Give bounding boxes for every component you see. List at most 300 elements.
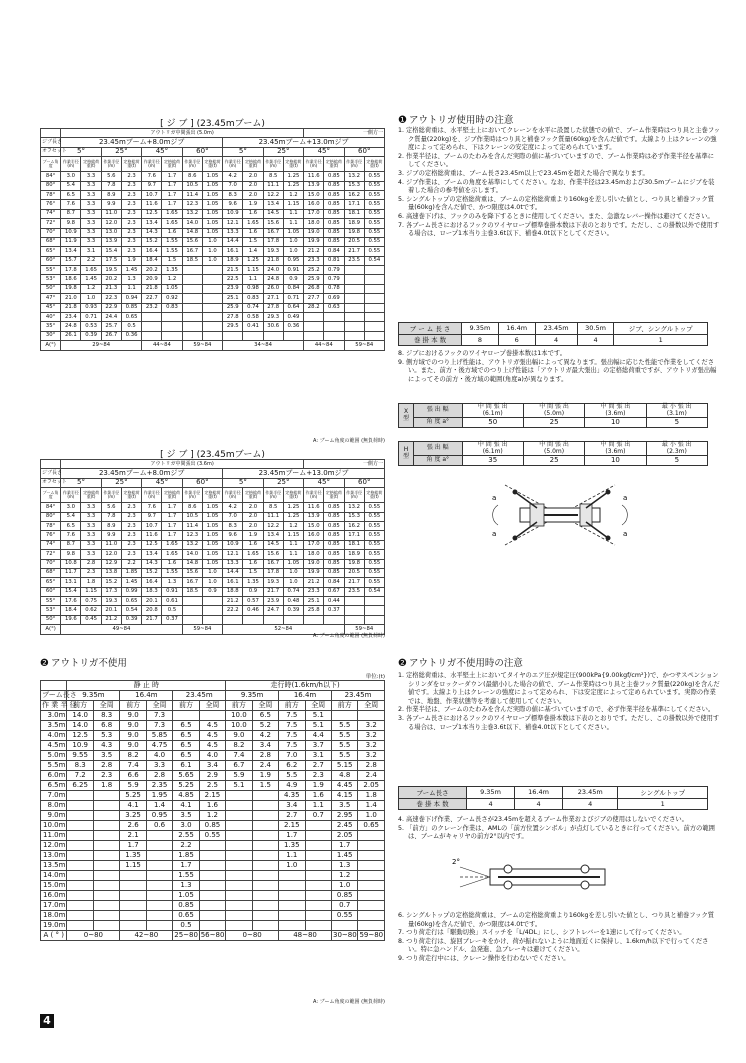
value-cell: 1.05 <box>202 181 222 190</box>
value-cell: 6.5 <box>173 721 199 731</box>
angle-range-cell: 44~84 <box>304 341 344 350</box>
value-cell: 0.9 <box>283 275 303 284</box>
value-cell <box>67 871 93 881</box>
value-cell <box>358 921 385 931</box>
static-header: 静 止 時 <box>67 681 226 691</box>
value-cell <box>252 801 278 811</box>
value-cell: 24.4 <box>101 313 121 322</box>
value-cell: 4.9 <box>279 781 305 791</box>
radius-header: 作業半径(m) <box>142 157 162 172</box>
value-cell: 15.0 <box>304 521 324 530</box>
value-cell: 2.0 <box>243 503 263 512</box>
value-cell: 7.5 <box>279 721 305 731</box>
value-cell: 1.2 <box>331 871 357 881</box>
value-cell: 20.5 <box>344 237 364 246</box>
value-cell: 2.3 <box>93 771 119 781</box>
value-cell: 15.0 <box>304 190 324 199</box>
value-cell: 16.7 <box>182 247 202 256</box>
value-cell: 16.2 <box>344 521 364 530</box>
value-cell: 7.8 <box>101 181 121 190</box>
value-cell: 1.05 <box>202 172 222 181</box>
value-cell: 2.7 <box>279 811 305 821</box>
value-cell: 8.9 <box>101 190 121 199</box>
value-cell: 3.0 <box>61 503 81 512</box>
data-row <box>41 911 385 921</box>
spread-cell <box>462 404 523 418</box>
value-cell: 15.4 <box>101 247 121 256</box>
angle-label: 角 度 a° <box>414 456 463 466</box>
value-cell: 10.5 <box>182 181 202 190</box>
value-cell: 19.8 <box>344 228 364 237</box>
radius-cell: 3.0m <box>41 711 67 721</box>
value-cell: 12.0 <box>101 219 121 228</box>
spread-cell <box>646 404 707 418</box>
rope-count-table-1 <box>398 322 708 346</box>
value-cell: 12.5 <box>142 209 162 218</box>
value-cell: 23.9 <box>223 284 243 293</box>
value-cell: 15.7 <box>61 256 81 265</box>
value-cell: 7.3 <box>146 711 172 721</box>
value-cell: 14.5 <box>263 209 283 218</box>
rope-count-cell: 8 <box>462 334 499 346</box>
boom-angle-cell: 68° <box>41 568 61 577</box>
value-cell: 2.05 <box>358 781 385 791</box>
data-row <box>41 901 385 911</box>
jib-length-row <box>41 469 385 478</box>
load-header: 定格総荷重(t) <box>364 488 384 503</box>
value-cell: 1.2 <box>283 190 303 199</box>
value-cell <box>182 275 202 284</box>
value-cell: 2.3 <box>121 247 141 256</box>
header-row <box>41 129 385 138</box>
value-cell: 3.3 <box>81 521 101 530</box>
rope-length-cell: ジブ、シングルトップ <box>614 323 708 335</box>
value-cell: 22.5 <box>223 275 243 284</box>
value-cell <box>364 266 384 275</box>
value-cell <box>67 811 93 821</box>
jib-table-2 <box>40 459 385 635</box>
value-cell: 10.0 <box>226 711 252 721</box>
value-cell <box>364 294 384 303</box>
value-cell: 0.81 <box>324 256 344 265</box>
data-row <box>41 606 385 615</box>
value-cell: 1.0 <box>283 237 303 246</box>
value-cell: 17.8 <box>263 568 283 577</box>
value-cell: 25.1 <box>304 597 324 606</box>
value-cell: 2.2 <box>121 559 141 568</box>
load-header: 定格総荷重(t) <box>324 157 344 172</box>
value-cell: 7.5 <box>279 741 305 751</box>
spread-name: 中 間 張 出 <box>600 403 631 410</box>
value-cell: 14.0 <box>67 711 93 721</box>
value-cell: 2.45 <box>331 821 357 831</box>
angle-range-row <box>41 341 385 350</box>
value-cell: 3.0 <box>61 172 81 181</box>
value-cell: 15.2 <box>142 568 162 577</box>
value-cell <box>305 861 331 871</box>
value-cell: 6.5 <box>252 711 278 721</box>
value-cell: 7.4 <box>226 751 252 761</box>
value-cell: 1.0 <box>358 811 385 821</box>
page-number: 4 <box>40 1014 54 1028</box>
outrigger-x-type-table <box>398 403 708 428</box>
value-cell: 0.85 <box>199 821 225 831</box>
value-cell: 0.54 <box>364 256 384 265</box>
value-cell: 21.8 <box>61 303 81 312</box>
value-cell: 0.55 <box>364 247 384 256</box>
value-cell: 15.2 <box>101 578 121 587</box>
value-cell: 11.6 <box>142 200 162 209</box>
value-cell: 4.2 <box>223 503 243 512</box>
angle-range-cell: 44~84 <box>142 341 182 350</box>
value-cell: 16.4 <box>142 578 162 587</box>
value-cell: 7.0 <box>279 751 305 761</box>
value-cell: 6.7 <box>226 761 252 771</box>
value-cell: 5.2 <box>252 721 278 731</box>
value-cell: 5.5 <box>331 751 357 761</box>
value-cell: 0.53 <box>81 322 101 331</box>
value-cell: 3.2 <box>358 721 385 731</box>
value-cell: 1.35 <box>279 841 305 851</box>
value-cell: 5.85 <box>146 731 172 741</box>
value-cell <box>364 606 384 615</box>
value-cell: 3.3 <box>81 237 101 246</box>
value-cell: 1.65 <box>162 550 182 559</box>
value-cell: 0.45 <box>81 615 101 624</box>
value-cell: 1.1 <box>243 275 263 284</box>
value-cell: 0.78 <box>324 284 344 293</box>
value-cell <box>324 331 344 340</box>
value-cell: 1.25 <box>283 512 303 521</box>
value-cell: 0.71 <box>81 313 101 322</box>
value-cell: 0.63 <box>324 303 344 312</box>
value-cell: 20.9 <box>142 275 162 284</box>
angle-range-cell: 59~84 <box>182 341 222 350</box>
value-cell: 1.5 <box>243 568 263 577</box>
value-cell: 0.55 <box>364 200 384 209</box>
value-cell: 9.7 <box>142 181 162 190</box>
angle-range-label: A(°) <box>41 341 61 350</box>
value-cell <box>142 322 162 331</box>
value-cell: 8.2 <box>120 751 146 761</box>
value-cell: 1.1 <box>283 209 303 218</box>
value-cell: 2.8 <box>93 761 119 771</box>
value-cell: 5.1 <box>305 711 331 721</box>
boom-angle-cell: 74° <box>41 540 61 549</box>
value-cell <box>162 313 182 322</box>
value-cell: 0.65 <box>173 911 199 921</box>
value-cell: 3.3 <box>81 228 101 237</box>
value-cell: 21.2 <box>223 597 243 606</box>
value-cell <box>252 841 278 851</box>
value-cell <box>226 861 252 871</box>
value-cell: 4.5 <box>199 741 225 751</box>
value-cell <box>364 303 384 312</box>
boom-length-cell: 9.35m <box>226 691 279 701</box>
value-cell <box>199 921 225 931</box>
value-cell: 1.3 <box>173 881 199 891</box>
radius-cell: 3.5m <box>41 721 67 731</box>
value-cell <box>93 811 119 821</box>
value-cell: 15.6 <box>182 568 202 577</box>
offset-cell: 60° <box>182 147 222 156</box>
value-cell <box>182 294 202 303</box>
value-cell: 27.1 <box>263 294 283 303</box>
rope-count-row <box>399 798 708 810</box>
value-cell: 3.5 <box>331 801 357 811</box>
value-cell: 0.85 <box>324 512 344 521</box>
value-cell: 19.6 <box>61 615 81 624</box>
value-cell: 16.4 <box>142 247 162 256</box>
value-cell: 9.9 <box>101 531 121 540</box>
value-cell: 0.46 <box>243 606 263 615</box>
value-cell: 27.8 <box>223 313 243 322</box>
value-cell: 1.45 <box>121 578 141 587</box>
boom-angle-cell: 50° <box>41 284 61 293</box>
value-cell: 1.7 <box>331 841 357 851</box>
value-cell: 12.1 <box>223 219 243 228</box>
value-cell: 1.15 <box>243 266 263 275</box>
value-cell: 15.2 <box>142 237 162 246</box>
value-cell: 0.62 <box>81 606 101 615</box>
radius-header: 作業半径(m) <box>101 157 121 172</box>
offset-cell: 5° <box>223 478 263 487</box>
value-cell: 1.65 <box>243 219 263 228</box>
rope-count-cell: 1 <box>614 334 708 346</box>
value-cell: 0.64 <box>283 303 303 312</box>
value-cell: 3.2 <box>358 731 385 741</box>
value-cell: 25.7 <box>101 322 121 331</box>
value-cell <box>67 901 93 911</box>
value-cell: 9.7 <box>142 512 162 521</box>
value-cell: 9.6 <box>223 200 243 209</box>
value-cell: 2.3 <box>121 181 141 190</box>
angle-a-label-right-top: a <box>623 494 628 502</box>
rope-length-label: ブ ー ム 長 さ <box>399 323 462 335</box>
value-cell: 3.3 <box>81 503 101 512</box>
value-cell: 1.05 <box>202 209 222 218</box>
value-cell <box>182 313 202 322</box>
value-cell: 5.1 <box>226 781 252 791</box>
side-header: 一側方一 <box>304 460 385 469</box>
value-cell: 4.1 <box>173 801 199 811</box>
value-cell: 1.7 <box>162 503 182 512</box>
value-cell: 0.85 <box>324 172 344 181</box>
value-cell: 0.7 <box>305 811 331 821</box>
angle-cell: 25 <box>523 456 584 466</box>
note-item: 2. 作業半径は、ブームのたわみを含んだ実際の値に基づいていますので、ブーム作業時は必ず作業半径を基準にしてください。 <box>398 152 715 169</box>
value-cell: 13.9 <box>304 181 324 190</box>
value-cell: 12.3 <box>182 531 202 540</box>
value-cell <box>279 881 305 891</box>
offset-cell: 60° <box>344 147 384 156</box>
value-cell: 2.05 <box>331 831 357 841</box>
value-cell: 7.5 <box>279 711 305 721</box>
value-cell: 2.9 <box>199 771 225 781</box>
value-cell <box>344 294 364 303</box>
data-row <box>41 841 385 851</box>
value-cell <box>358 871 385 881</box>
value-cell: 1.65 <box>243 550 263 559</box>
value-cell <box>67 861 93 871</box>
data-row <box>41 587 385 596</box>
value-cell <box>344 284 364 293</box>
data-row <box>41 237 385 246</box>
rope-count-cell: 4 <box>563 798 618 810</box>
value-cell: 0.79 <box>324 266 344 275</box>
value-cell: 3.3 <box>81 512 101 521</box>
no-outrigger-footnote: A: ブーム角度の範囲 (無負荷時) <box>313 999 385 1005</box>
value-cell: 7.6 <box>61 200 81 209</box>
boom-length-cell: 23.45m <box>173 691 226 701</box>
value-cell: 1.7 <box>162 190 182 199</box>
value-cell: 3.1 <box>81 247 101 256</box>
angle-range-label: A ( ° ) <box>41 931 67 941</box>
value-cell <box>252 911 278 921</box>
boom-length-cell: 16.4m <box>279 691 332 701</box>
value-cell: 11.6 <box>304 503 324 512</box>
value-cell: 9.0 <box>120 711 146 721</box>
boom-angle-cell: 45° <box>41 303 61 312</box>
value-cell: 11.1 <box>263 181 283 190</box>
boom-angle-cell: 55° <box>41 597 61 606</box>
value-cell: 11.6 <box>142 531 162 540</box>
value-cell: 10.9 <box>223 209 243 218</box>
value-cell <box>146 861 172 871</box>
value-cell: 13.3 <box>223 228 243 237</box>
value-cell <box>304 331 324 340</box>
value-cell: 0.36 <box>121 331 141 340</box>
data-row <box>41 540 385 549</box>
value-cell: 0.84 <box>283 284 303 293</box>
value-cell: 6.5 <box>61 521 81 530</box>
direction-row <box>41 701 385 711</box>
value-cell: 0.55 <box>331 911 357 921</box>
value-cell <box>226 921 252 931</box>
value-cell <box>226 811 252 821</box>
value-cell: 18.4 <box>142 256 162 265</box>
value-cell: 1.25 <box>283 172 303 181</box>
outrigger-type-label: H型 <box>399 442 414 466</box>
value-cell: 4.4 <box>305 731 331 741</box>
value-cell: 10.9 <box>67 741 93 751</box>
value-cell <box>305 881 331 891</box>
front-header: 前方 <box>67 701 93 711</box>
value-cell <box>331 921 357 931</box>
all-round-header: 全周 <box>146 701 172 711</box>
value-cell: 1.1 <box>305 801 331 811</box>
value-cell: 0.75 <box>81 597 101 606</box>
value-cell: 1.05 <box>202 219 222 228</box>
value-cell: 1.8 <box>93 781 119 791</box>
value-cell: 13.2 <box>182 209 202 218</box>
rope-length-label: ブーム長さ <box>399 787 467 799</box>
value-cell <box>146 911 172 921</box>
value-cell <box>226 901 252 911</box>
value-cell: 4.0 <box>146 751 172 761</box>
value-cell <box>324 322 344 331</box>
value-cell: 1.7 <box>162 172 182 181</box>
value-cell: 7.3 <box>146 721 172 731</box>
value-cell: 1.6 <box>243 540 263 549</box>
value-cell <box>226 841 252 851</box>
offset-label: オフセット <box>41 478 61 487</box>
value-cell: 2.3 <box>121 503 141 512</box>
value-cell: 26.7 <box>101 331 121 340</box>
value-cell: 3.4 <box>252 741 278 751</box>
value-cell: 13.9 <box>101 237 121 246</box>
value-cell <box>162 322 182 331</box>
value-cell <box>364 284 384 293</box>
value-cell: 3.5 <box>93 751 119 761</box>
value-cell <box>279 921 305 931</box>
value-cell: 0.55 <box>199 831 225 841</box>
offset-cell: 5° <box>223 147 263 156</box>
value-cell <box>344 615 364 624</box>
boom-angle-cell: 53° <box>41 275 61 284</box>
value-cell: 17.0 <box>304 209 324 218</box>
radius-cell: 18.0m <box>41 911 67 921</box>
value-cell: 1.55 <box>162 237 182 246</box>
boom-angle-cell: 65° <box>41 578 61 587</box>
value-cell: 12.9 <box>101 559 121 568</box>
spread-width: (5.0m) <box>544 409 565 417</box>
radius-cell: 5.0m <box>41 751 67 761</box>
value-cell: 2.0 <box>243 181 263 190</box>
value-cell: 25.9 <box>304 275 324 284</box>
value-cell <box>120 891 146 901</box>
value-cell: 8.3 <box>223 521 243 530</box>
value-cell <box>252 881 278 891</box>
value-cell <box>344 303 364 312</box>
value-cell <box>142 313 162 322</box>
value-cell: 21.2 <box>101 615 121 624</box>
value-cell <box>199 841 225 851</box>
value-cell: 17.0 <box>304 540 324 549</box>
value-cell: 6.6 <box>120 771 146 781</box>
value-cell: 2.0 <box>243 512 263 521</box>
boom-right-header: 23.45mブーム+13.0mジブ <box>223 469 385 478</box>
boom-left-header: 23.45mブーム+8.0mジブ <box>61 469 223 478</box>
radius-cell: 17.0m <box>41 901 67 911</box>
boom-angle-cell: 60° <box>41 587 61 596</box>
value-cell: 0.98 <box>243 284 263 293</box>
value-cell: 1.0 <box>81 294 101 303</box>
value-cell <box>331 711 357 721</box>
data-row <box>41 331 385 340</box>
value-cell: 10.7 <box>142 521 162 530</box>
value-cell: 9.0 <box>226 731 252 741</box>
value-cell: 6.8 <box>93 721 119 731</box>
value-cell <box>202 313 222 322</box>
value-cell: 2.8 <box>358 761 385 771</box>
rope-length-cell: 16.4m <box>515 787 563 799</box>
value-cell: 23.9 <box>263 597 283 606</box>
value-cell <box>202 266 222 275</box>
value-cell: 16.7 <box>263 228 283 237</box>
value-cell <box>305 891 331 901</box>
boom-angle-cell: 53° <box>41 606 61 615</box>
offset-row <box>41 478 385 487</box>
value-cell: 1.9 <box>252 771 278 781</box>
value-cell <box>67 841 93 851</box>
radius-label: 作 業 半 径 <box>42 701 77 709</box>
value-cell <box>304 313 324 322</box>
angle-range-cell: 0~80 <box>67 931 120 941</box>
value-cell <box>202 331 222 340</box>
data-row <box>41 751 385 761</box>
value-cell: 0.85 <box>324 559 344 568</box>
